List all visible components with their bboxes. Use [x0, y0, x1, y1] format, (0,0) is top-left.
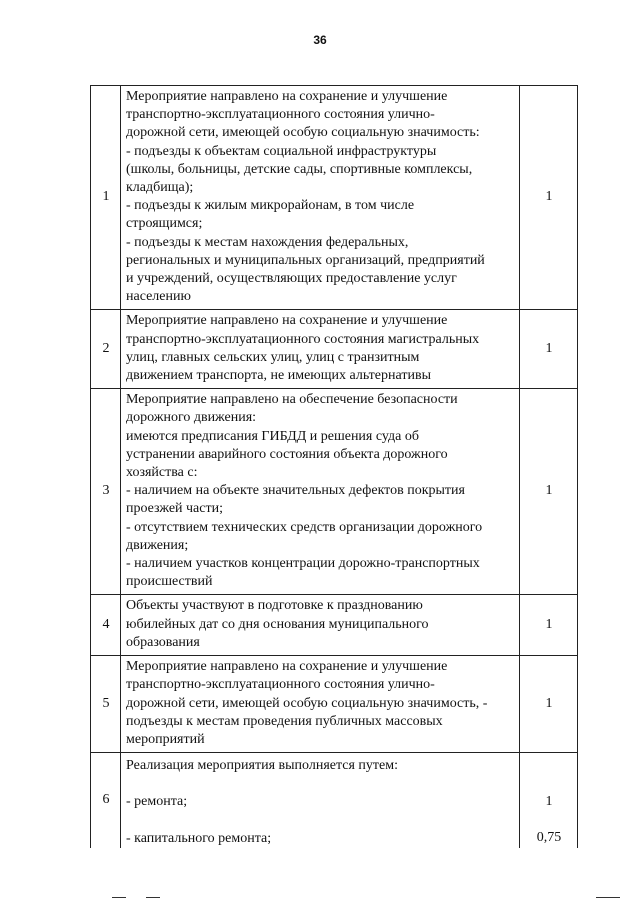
item-value: 1 [545, 794, 553, 810]
row-value: 1 [520, 656, 578, 753]
row-value: 1 [520, 389, 578, 595]
description-line: (школы, больницы, детские сады, спортивные комплексы, [126, 161, 473, 177]
description-line: образования [126, 634, 200, 650]
table-row [91, 595, 578, 656]
spacer [525, 811, 573, 829]
description-line: - отсутствием технических средств организации дорожного [126, 519, 483, 535]
description-line: Мероприятие направлено на сохранение и улучшение [126, 89, 448, 104]
description-line: - подъезды к объектам социальной инфраструктуры [126, 143, 437, 159]
description-line: транспортно-эксплуатационного состояния магистральных [126, 331, 480, 347]
description-line: строящимся; [126, 216, 203, 232]
row-description [121, 86, 520, 310]
criteria-table [90, 85, 578, 848]
description-line: устранении аварийного состояния объекта дорожного [126, 446, 448, 462]
spacer [525, 757, 573, 775]
row-description [121, 753, 520, 848]
table-row [91, 656, 578, 753]
row-value: 1 [520, 86, 578, 310]
description-item: - капитального ремонта; [126, 830, 272, 846]
scan-mark [146, 897, 160, 898]
table-row [91, 310, 578, 389]
description-line: региональных и муниципальных организаций, предприятий [126, 252, 485, 268]
description-line: - наличием на объекте значительных дефектов покрытия [126, 483, 465, 499]
description-line: улиц, главных сельских улиц, улиц с транзитным [126, 349, 420, 365]
description-line: транспортно-эксплуатационного состояния улично- [126, 677, 435, 693]
row-description [121, 595, 520, 656]
description-line: населению [126, 289, 191, 305]
row-number: 5 [91, 656, 121, 753]
description-line: имеются предписания ГИБДД и решения суда об [126, 428, 419, 444]
row-description [121, 310, 520, 389]
row-value: 1 [520, 310, 578, 389]
row-number: 2 [91, 310, 121, 389]
item-value: 0,75 [536, 830, 562, 846]
description-line: дорожной сети, имеющей особую социальную значимость: [126, 125, 480, 141]
description-line: транспортно-эксплуатационного состояния улично- [126, 107, 435, 123]
description-line: хозяйства с: [126, 465, 198, 481]
row-number: 6 [91, 753, 121, 848]
criteria-table-body [91, 86, 578, 848]
row-value: 1 [520, 595, 578, 656]
description-line: - подъезды к жилым микрорайонам, в том числе [126, 198, 415, 214]
row-number: 1 [91, 86, 121, 310]
scan-mark [112, 897, 126, 898]
table-row [91, 389, 578, 595]
description-line: проезжей части; [126, 501, 223, 517]
description-line: - подъезды к местам нахождения федеральных, [126, 234, 409, 250]
description-line: происшествий [126, 574, 213, 590]
description-line: Мероприятие направлено на сохранение и улучшение [126, 659, 448, 675]
description-line: движения; [126, 537, 189, 553]
spacer [126, 812, 515, 830]
description-line: и учреждений, осуществляющих предоставление услуг [126, 271, 457, 287]
description-line: дорожной сети, имеющей особую социальную значимость, - [126, 695, 488, 711]
description-item: - ремонта; [126, 794, 188, 810]
description-line: - наличием участков концентрации дорожно-транспортных [126, 556, 480, 572]
row-number: 3 [91, 389, 121, 595]
spacer [126, 775, 515, 793]
table-row [91, 753, 578, 848]
description-line: юбилейных дат со дня основания муниципального [126, 616, 429, 632]
description-line: Мероприятие направлено на сохранение и улучшение [126, 313, 448, 329]
page-number: 36 [313, 33, 327, 47]
description-line: дорожного движения: [126, 410, 257, 426]
description-intro: Реализация мероприятия выполняется путем: [126, 758, 398, 774]
table-row [91, 86, 578, 310]
description-line: Объекты участвуют в подготовке к празднованию [126, 598, 423, 614]
row-description [121, 656, 520, 753]
description-line: движением транспорта, не имеющих альтернативы [126, 368, 431, 384]
description-line: Мероприятие направлено на обеспечение безопасности [126, 392, 458, 408]
row-value [520, 753, 578, 848]
spacer [525, 775, 573, 793]
description-line: кладбища); [126, 180, 194, 196]
row-description [121, 389, 520, 595]
description-line: мероприятий [126, 731, 205, 747]
row-number: 4 [91, 595, 121, 656]
scan-mark [596, 897, 620, 898]
description-line: подъезды к местам проведения публичных массовых [126, 713, 443, 729]
